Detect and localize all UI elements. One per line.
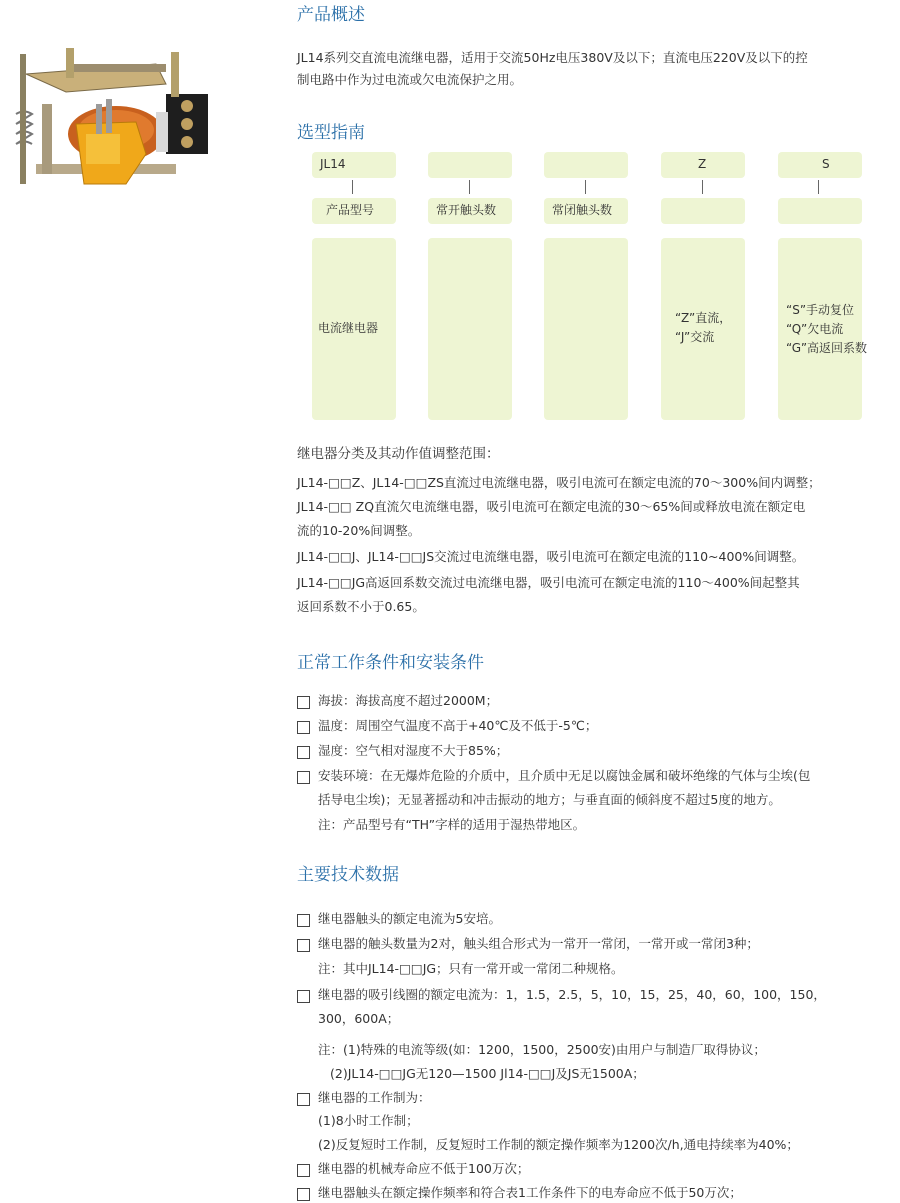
guide-desc-box-model [312,238,396,420]
guide-desc-current-type-1: “Z”直流， [675,311,732,325]
guide-desc-box-no-contacts [428,238,512,420]
guide-label-model: 产品型号 [326,203,375,217]
classification-line-4: JL14-□□J、JL14-□□JS交流过电流继电器，吸引电流可在额定电流的110~400%间调整。 [297,549,805,564]
checkbox-icon [297,1164,310,1177]
guide-connector [702,180,703,194]
condition-temperature: 温度：周围空气温度不高于+40℃及不低于-5℃； [318,718,598,733]
product-image-relay [6,44,214,194]
guide-desc-model: 电流继电器 [318,321,379,335]
checkbox-icon [297,1188,310,1201]
guide-desc-function-3: “G”高返回系数 [786,341,868,355]
spec-coil-note-2: (2)JL14-□□JG无120—1500 Jl14-□□J及JS无1500A； [330,1066,645,1081]
overview-line-2: 制电路中作为过电流或欠电流保护之用。 [297,72,523,87]
overview-title: 产品概述 [297,5,365,25]
spec-duty: 继电器的工作制为： [318,1090,431,1105]
guide-label-box-function [778,198,862,224]
spec-duty-sub-1: (1)8小时工作制； [318,1113,419,1128]
spec-contact-note: 注：其中JL14-□□JG；只有一常开或一常闭二种规格。 [318,961,624,976]
checkbox-icon [297,771,310,784]
spec-mechanical-life: 继电器的机械寿命应不低于100万次； [318,1161,530,1176]
guide-label-box-no-contacts [428,198,512,224]
checkbox-icon [297,746,310,759]
classification-line-6: 返回系数不小于0.65。 [297,599,425,614]
checkbox-icon [297,939,310,952]
classification-line-3: 流的10-20%间调整。 [297,523,421,538]
guide-desc-box-current-type [661,238,745,420]
guide-desc-function-2: “Q”欠电流 [786,322,844,336]
checkbox-icon [297,990,310,1003]
guide-label-box-model [312,198,396,224]
guide-desc-current-type-2: “J”交流 [675,330,715,344]
checkbox-icon [297,721,310,734]
guide-label-no-contacts: 常开触头数 [436,203,497,217]
condition-altitude: 海拔：海拔高度不超过2000M； [318,693,499,708]
guide-desc-box-nc-contacts [544,238,628,420]
classification-line-1: JL14-□□Z、JL14-□□ZS直流过电流继电器，吸引电流可在额定电流的70～300%间内调整； [297,475,821,490]
guide-code-current-type: Z [698,157,707,171]
guide-code-box-no-contacts [428,152,512,178]
spec-contact-current: 继电器触头的额定电流为5安培。 [318,911,501,926]
guide-code-box-function [778,152,862,178]
spec-duty-sub-2: (2)反复短时工作制，反复短时工作制的额定操作频率为1200次/h,通电持续率为40%； [318,1137,799,1152]
spec-coil-note-1: 注：(1)特殊的电流等级(如：1200，1500，2500安)由用户与制造厂取得协议； [318,1042,766,1057]
spec-electrical-life: 继电器触头在额定操作频率和符合表1工作条件下的电寿命应不低于50万次； [318,1185,742,1200]
guide-label-box-current-type [661,198,745,224]
guide-code-box-current-type [661,152,745,178]
specs-title: 主要技术数据 [297,865,399,885]
guide-title: 选型指南 [297,123,365,143]
spec-coil-current-2: 300，600A； [318,1011,400,1026]
classification-title: 继电器分类及其动作值调整范围： [297,446,500,462]
classification-line-2: JL14-□□ ZQ直流欠电流继电器，吸引电流可在额定电流的30～65%间或释放电流在额定电 [297,499,806,514]
checkbox-icon [297,914,310,927]
guide-label-nc-contacts: 常闭触头数 [552,203,613,217]
guide-code-box-nc-contacts [544,152,628,178]
guide-desc-function-1: “S”手动复位 [786,303,855,317]
overview-line-1: JL14系列交直流电流继电器，适用于交流50Hz电压380V及以下；直流电压220V及以下的控 [297,50,808,65]
condition-humidity: 湿度：空气相对湿度不大于85%； [318,743,509,758]
condition-environment-2: 括导电尘埃)；无显著摇动和冲击振动的地方；与垂直面的倾斜度不超过5度的地方。 [318,792,781,807]
condition-note: 注：产品型号有“TH”字样的适用于湿热带地区。 [318,817,586,832]
guide-desc-box-function [778,238,868,420]
guide-connector [469,180,470,194]
condition-environment-1: 安装环境：在无爆炸危险的介质中，且介质中无足以腐蚀金属和破坏绝缘的气体与尘埃(包 [318,768,811,783]
guide-connector [352,180,353,194]
guide-label-box-nc-contacts [544,198,628,224]
guide-code-box-model [312,152,396,178]
guide-code-model: JL14 [320,157,346,171]
checkbox-icon [297,1093,310,1106]
guide-connector [585,180,586,194]
guide-code-function: S [822,157,830,171]
spec-coil-current-1: 继电器的吸引线圈的额定电流为：1，1.5，2.5，5，10，15，25，40，60，100，150， [318,987,826,1002]
conditions-title: 正常工作条件和安装条件 [297,653,484,673]
checkbox-icon [297,696,310,709]
classification-line-5: JL14-□□JG高返回系数交流过电流继电器，吸引电流可在额定电流的110～400%间起整其 [297,575,800,590]
spec-contact-count: 继电器的触头数量为2对，触头组合形式为一常开一常闭，一常开或一常闭3种； [318,936,759,951]
guide-connector [818,180,819,194]
